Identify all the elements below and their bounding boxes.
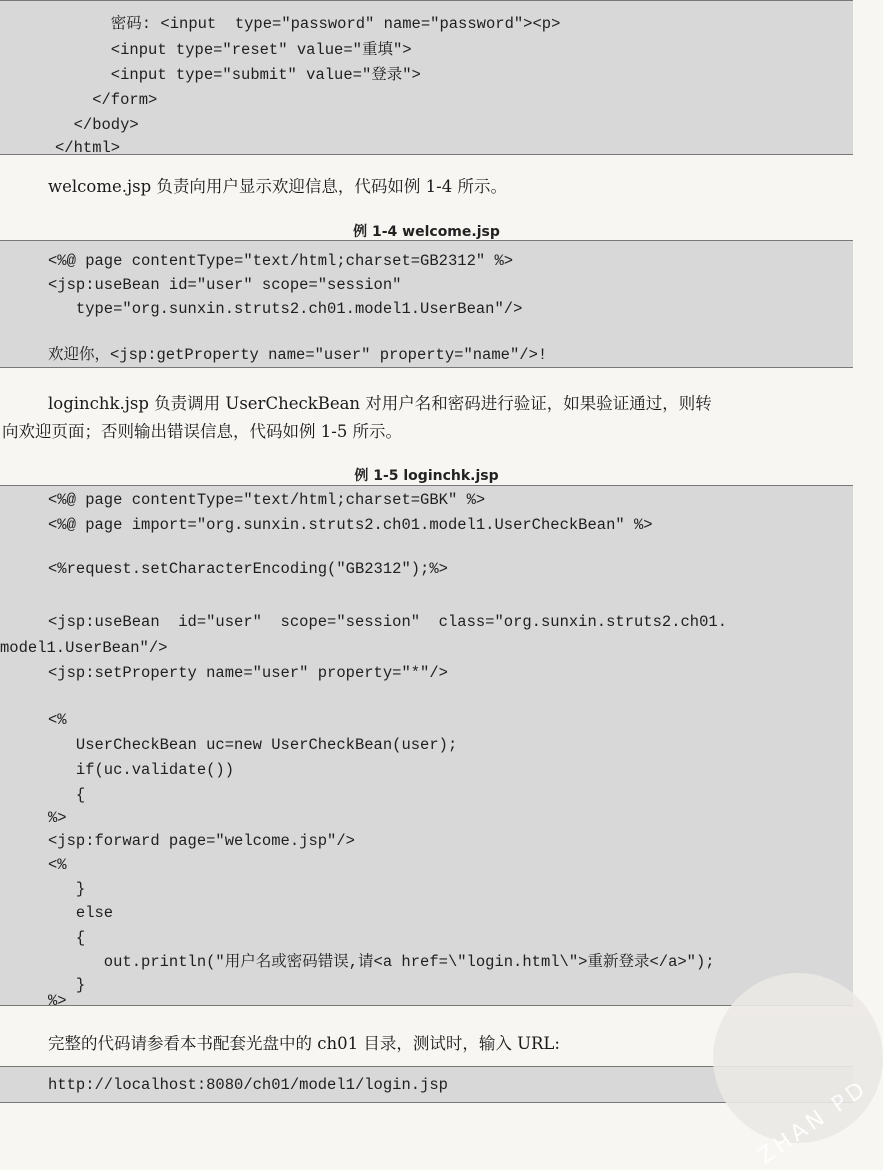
code-line: </body>: [55, 116, 139, 134]
paragraph-loginchk: loginchk.jsp 负责调用 UserCheckBean 对用户名和密码进行验证，如果验证通过，则转: [48, 394, 712, 413]
code-line: %>: [48, 992, 67, 1010]
code-line: %>: [48, 809, 67, 827]
code-block-example-1-5: [0, 485, 853, 1010]
code-line: }: [48, 976, 86, 994]
code-line: <%@ page contentType="text/html;charset=GB2312" %>: [48, 252, 514, 270]
url-line: http://localhost:8080/ch01/model1/login.jsp: [48, 1076, 448, 1094]
code-line: <%request.setCharacterEncoding("GB2312");%>: [48, 560, 448, 578]
caption-example-1-5: 例 1-5 loginchk.jsp: [354, 468, 499, 484]
watermark-seal: [713, 973, 883, 1170]
code-line: <jsp:forward page="welcome.jsp"/>: [48, 832, 355, 850]
code-line: <%: [48, 856, 67, 874]
code-line: 欢迎你，<jsp:getProperty name="user" property="name"/>!: [48, 346, 548, 364]
code-line: <%@ page contentType="text/html;charset=GBK" %>: [48, 491, 486, 509]
code-line: </form>: [55, 91, 158, 109]
code-line: <%: [48, 711, 67, 729]
code-line: }: [48, 880, 86, 898]
code-line: 密码: <input type="password" name="password"><p>: [55, 15, 561, 33]
code-line: {: [48, 929, 86, 947]
code-line: type="org.sunxin.struts2.ch01.model1.UserBean"/>: [48, 300, 523, 318]
code-line: <jsp:useBean id="user" scope="session": [48, 276, 402, 294]
code-line: <%@ page import="org.sunxin.struts2.ch01.model1.UserCheckBean" %>: [48, 516, 653, 534]
code-line: else: [48, 904, 114, 922]
code-block-top: [0, 0, 853, 155]
paragraph-loginchk-cont: 向欢迎页面；否则输出错误信息，代码如例 1-5 所示。: [2, 422, 403, 441]
caption-example-1-4: 例 1-4 welcome.jsp: [353, 224, 500, 240]
code-line: if(uc.validate()): [48, 761, 235, 779]
code-line: <jsp:useBean id="user" scope="session" class="org.sunxin.struts2.ch01.: [48, 613, 728, 631]
watermark-text: ZHAN PD: [753, 1075, 873, 1170]
code-line: UserCheckBean uc=new UserCheckBean(user);: [48, 736, 458, 754]
code-line: {: [48, 786, 86, 804]
code-line: </html>: [55, 139, 121, 157]
code-line: out.println("用户名或密码错误,请<a href=\"login.html\">重新登录</a>");: [48, 953, 715, 971]
paragraph-complete-code: 完整的代码请参看本书配套光盘中的 ch01 目录，测试时，输入 URL:: [48, 1034, 560, 1053]
paragraph-welcome: welcome.jsp 负责向用户显示欢迎信息，代码如例 1-4 所示。: [48, 177, 507, 196]
code-line: model1.UserBean"/>: [0, 639, 168, 657]
code-line: <input type="submit" value="登录">: [55, 66, 421, 84]
code-line: <input type="reset" value="重填">: [55, 41, 412, 59]
code-block-example-1-4: [0, 240, 853, 368]
code-line: <jsp:setProperty name="user" property="*"/>: [48, 664, 448, 682]
